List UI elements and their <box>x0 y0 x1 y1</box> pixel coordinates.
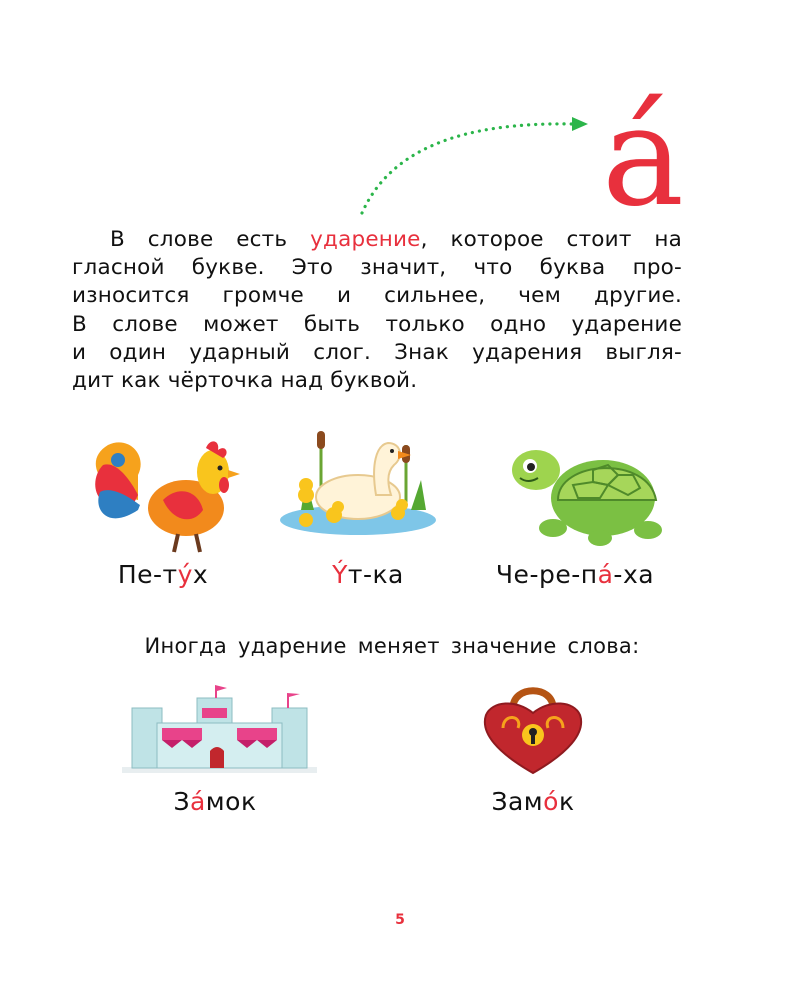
paragraph-line: износится громче и сильнее, чем другие. <box>72 283 682 309</box>
castle-image <box>122 683 317 773</box>
word-padlock: Замóк <box>491 787 575 816</box>
rooster-image <box>78 430 248 555</box>
turtle-image <box>508 440 668 550</box>
duck-image <box>280 431 436 535</box>
paragraph-line: гласной букве. Это значит, что буква про- <box>72 255 682 281</box>
big-stressed-letter: á <box>601 76 685 237</box>
word-turtle: Че-ре-пá-ха <box>495 560 655 589</box>
paragraph-line-1: В слове есть ударение, которое стоит на <box>110 227 683 252</box>
dotted-arrow-icon <box>350 110 590 220</box>
explanation-paragraph <box>72 226 682 395</box>
subtitle: Иногда ударение меняет значение слова: <box>144 634 640 658</box>
stressed-vowel: ý <box>177 560 193 589</box>
highlight-word: ударение <box>310 227 421 252</box>
stressed-vowel: á <box>189 787 206 816</box>
stressed-vowel: Ý <box>332 560 348 589</box>
word-duck: Ýт-ка <box>332 560 404 589</box>
padlock-image <box>478 683 588 775</box>
paragraph-line: и один ударный слог. Знак ударения выгля- <box>72 339 682 365</box>
stressed-vowel: á <box>597 560 614 589</box>
stressed-vowel: ó <box>543 787 559 816</box>
word-castle: Зáмок <box>173 787 257 816</box>
paragraph-line: В слове может быть только одно ударение <box>72 311 682 337</box>
page-number: 5 <box>395 912 405 928</box>
word-rooster: Пе-тýх <box>117 560 209 589</box>
paragraph-line: дит как чёрточка над буквой. <box>72 368 418 394</box>
